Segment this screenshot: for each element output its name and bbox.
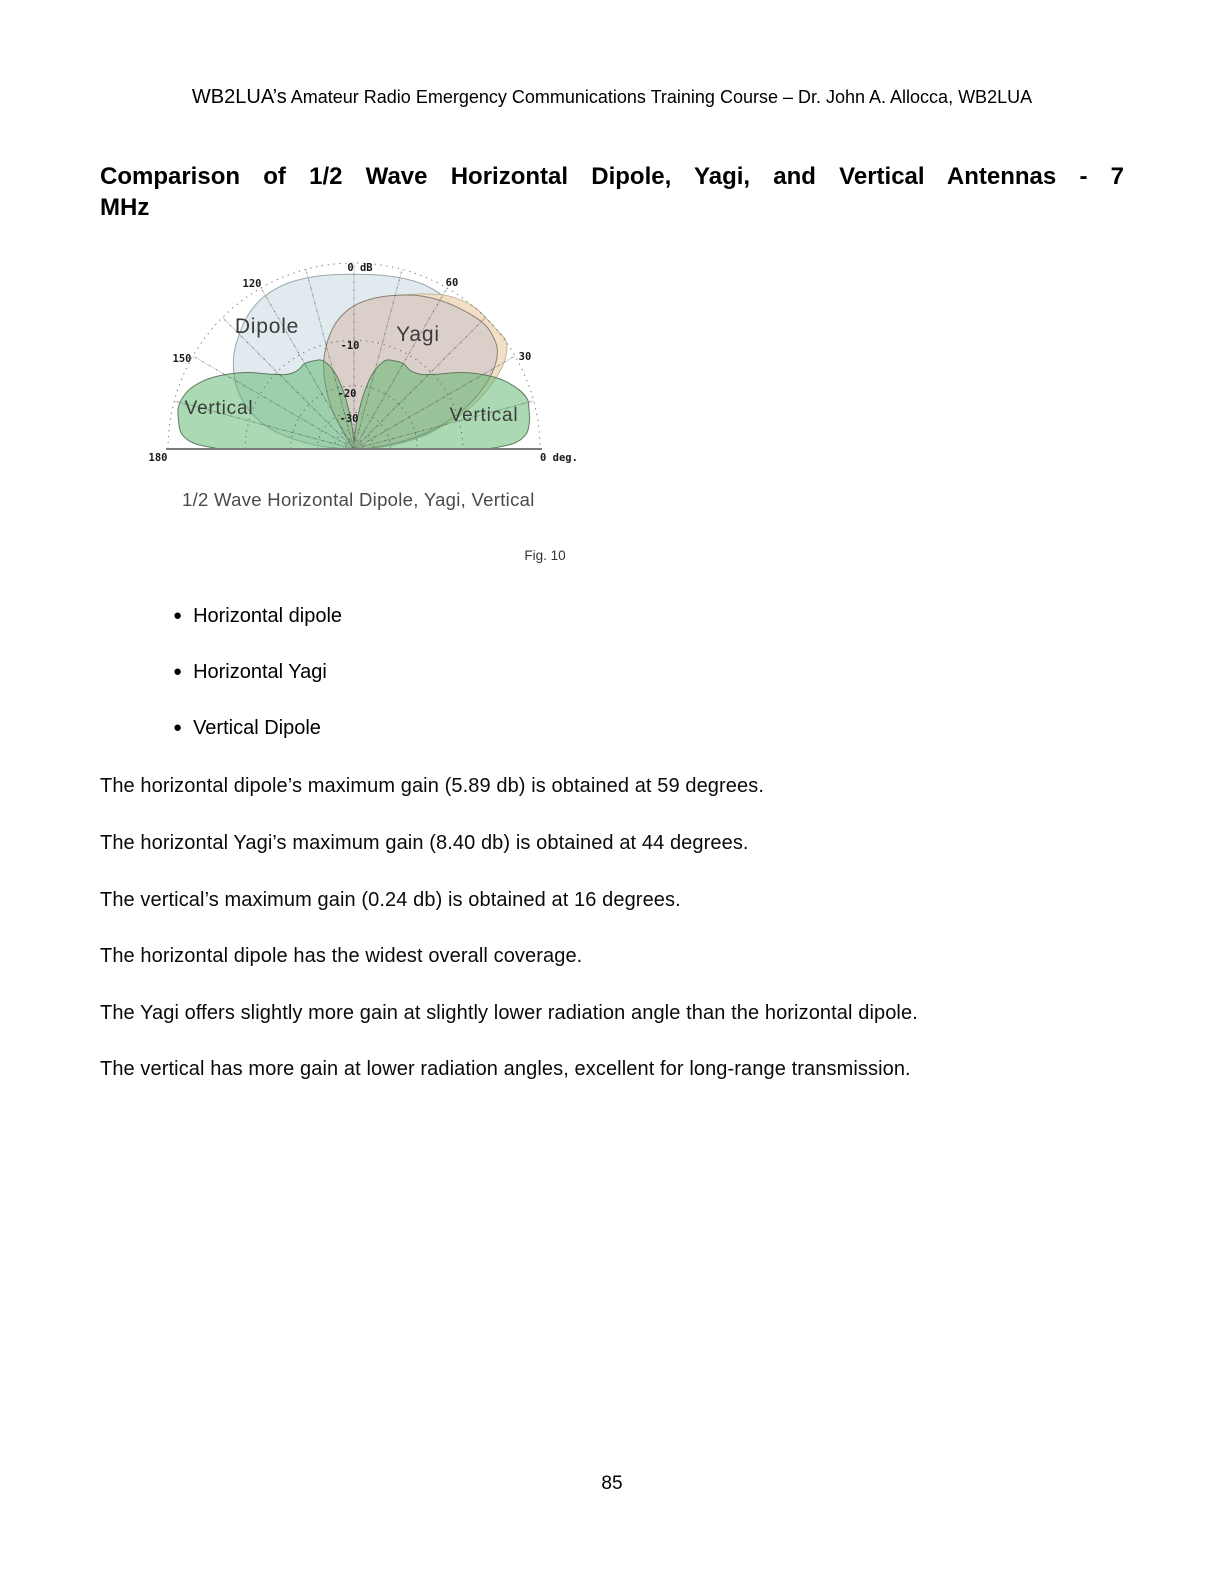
svg-text:60: 60 bbox=[445, 277, 459, 289]
body-paragraph: The vertical’s maximum gain (0.24 db) is obtained at 16 degrees. bbox=[100, 889, 681, 911]
header-owner-text: WB2LUA’s bbox=[191, 86, 287, 108]
svg-text:Vertical: Vertical bbox=[449, 405, 519, 426]
svg-text:-30: -30 bbox=[339, 413, 359, 425]
header-course-text: Amateur Radio Emergency Communications Training Course – Dr. John A. Allocca, WB2LUA bbox=[286, 87, 1033, 107]
body-paragraph: The vertical has more gain at lower radiation angles, excellent for long-range transmission. bbox=[100, 1058, 911, 1080]
section-heading-line1: Comparison of 1/2 Wave Horizontal Dipole, Yagi, and Vertical Antennas - 7 bbox=[100, 163, 1124, 190]
svg-text:180: 180 bbox=[148, 452, 168, 464]
antenna-pattern-chart bbox=[128, 246, 602, 486]
svg-text:Dipole: Dipole bbox=[234, 315, 300, 338]
svg-text:-20: -20 bbox=[337, 388, 357, 400]
list-item-label: Horizontal Yagi bbox=[193, 661, 327, 683]
list-item-label: Vertical Dipole bbox=[193, 717, 321, 739]
body-paragraph: The horizontal Yagi’s maximum gain (8.40 db) is obtained at 44 degrees. bbox=[100, 832, 749, 854]
list-item bbox=[173, 660, 327, 684]
body-paragraph: The horizontal dipole has the widest overall coverage. bbox=[100, 945, 583, 967]
section-heading-line2: MHz bbox=[100, 194, 150, 221]
page-number: 85 bbox=[601, 1473, 623, 1494]
body-paragraph: The horizontal dipole’s maximum gain (5.89 db) is obtained at 59 degrees. bbox=[100, 775, 764, 797]
figure-label: Fig. 10 bbox=[524, 548, 566, 563]
svg-text:150: 150 bbox=[172, 353, 192, 365]
svg-text:120: 120 bbox=[242, 278, 262, 290]
bullet-icon: ● bbox=[173, 607, 183, 624]
bullet-icon: ● bbox=[173, 663, 183, 680]
list-item bbox=[173, 716, 321, 740]
svg-text:0 deg.: 0 deg. bbox=[540, 452, 578, 464]
list-item bbox=[173, 604, 342, 628]
section-heading bbox=[100, 161, 1124, 223]
figure-caption: 1/2 Wave Horizontal Dipole, Yagi, Vertical bbox=[182, 489, 535, 510]
page-header bbox=[0, 86, 1224, 109]
svg-text:30: 30 bbox=[518, 351, 532, 363]
svg-text:-10: -10 bbox=[340, 340, 360, 352]
list-item-label: Horizontal dipole bbox=[193, 605, 343, 627]
body-paragraph: The Yagi offers slightly more gain at slightly lower radiation angle than the horizontal dipole. bbox=[100, 1002, 918, 1024]
svg-text:0 dB: 0 dB bbox=[347, 262, 373, 274]
svg-text:Yagi: Yagi bbox=[396, 323, 440, 346]
svg-text:Vertical: Vertical bbox=[184, 398, 254, 419]
bullet-icon: ● bbox=[173, 719, 183, 736]
